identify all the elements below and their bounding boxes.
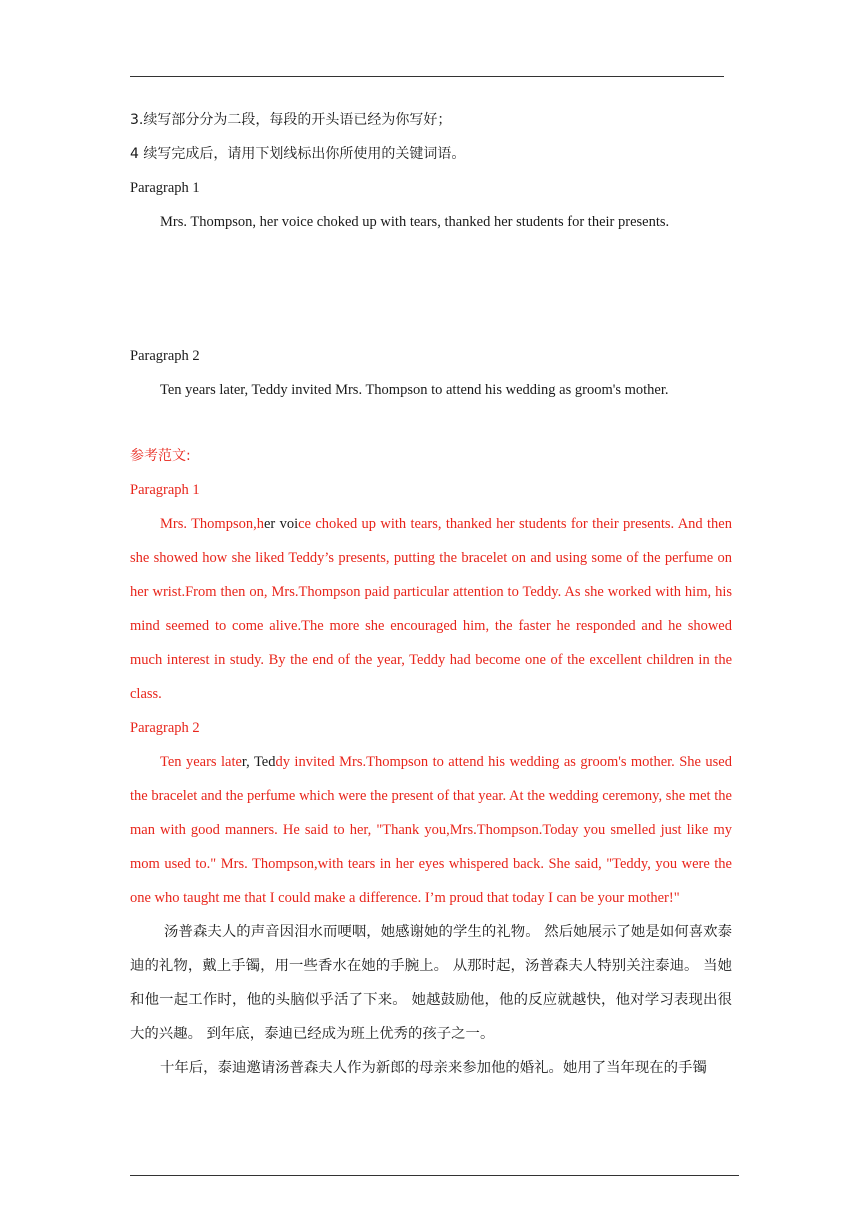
sample-p2-part-c: dy invited Mrs.Thompson to attend his wedding as groom's mother. She used the bracelet and the perfume which were the present of that year. At the wedding ceremony, she met the man with good manners. He said to her, "Thank you,Mrs.Thompson.Today you smelled just like my mom used to." Mrs. Thompson,with tears in her eyes whispered back. She said, "Teddy, you were the one who taught me that I could make a difference. I’m proud that today I can be your mother!" [130, 754, 732, 906]
translation-p2-text: 十年后，泰迪邀请汤普森夫人作为新郎的母亲来参加他的婚礼。她用了当年现在的手镯 [160, 1060, 707, 1076]
writing-space-2 [130, 407, 732, 439]
sample-p1-part-a: Mrs. Thompson,h [160, 516, 264, 532]
task-paragraph-2-label: Paragraph 2 [130, 348, 200, 364]
sample-p1-part-c: ce choked up with tears, thanked her students for their presents. And then she showed how she liked Teddy’s presents, putting the bracelet on and using some of the perfume on her wrist.From then on, Mrs.Thompson paid particular attention to Teddy. As she worked with him, his mind seemed to come alive.The more she encouraged him, the faster he responded and he showed much interest in study. By the end of the year, Teddy had become one of the excellent children in the class. [130, 516, 732, 702]
sample-p2-part-b: r, Ted [241, 754, 276, 770]
sample-paragraph-1 [130, 507, 732, 711]
document-body [130, 103, 732, 1085]
footer-rule [130, 1175, 739, 1176]
task-paragraph-1-opening: Mrs. Thompson, her voice choked up with tears, thanked her students for their presents. [160, 214, 670, 230]
task-paragraph-2-opening: Ten years later, Teddy invited Mrs. Thompson to attend his wedding as groom's mother. [160, 382, 669, 398]
sample-paragraph-1-label: Paragraph 1 [130, 482, 200, 498]
instruction-item-3: 3.续写部分分为二段，每段的开头语已经为你写好； [130, 112, 452, 128]
header-rule [130, 76, 724, 77]
sample-p2-part-a: Ten years late [160, 754, 242, 770]
sample-heading: 参考范文: [130, 448, 191, 464]
sample-paragraph-2-label: Paragraph 2 [130, 720, 200, 736]
translation-paragraph-1 [130, 915, 732, 1051]
instruction-item-4: 4 续写完成后，请用下划线标出你所使用的关键词语。 [130, 146, 466, 162]
translation-paragraph-2 [130, 1051, 732, 1085]
translation-p1-text: 汤普森夫人的声音因泪水而哽咽，她感谢她的学生的礼物。 然后她展示了她是如何喜欢泰迪的礼物，戴上手镯，用一些香水在她的手腕上。 从那时起，汤普森夫人特别关注泰迪。 当她和他一起工作时，他的头脑似乎活了下来。 她越鼓励他，他的反应就越快，他对学习表现出很大的兴趣。 到年底，泰迪已经成为班上优秀的孩子之一。 [130, 924, 732, 1042]
sample-paragraph-2 [130, 745, 732, 915]
writing-space-1 [130, 239, 732, 339]
sample-p1-part-b: er voi [263, 516, 299, 532]
task-paragraph-1-label: Paragraph 1 [130, 180, 200, 196]
